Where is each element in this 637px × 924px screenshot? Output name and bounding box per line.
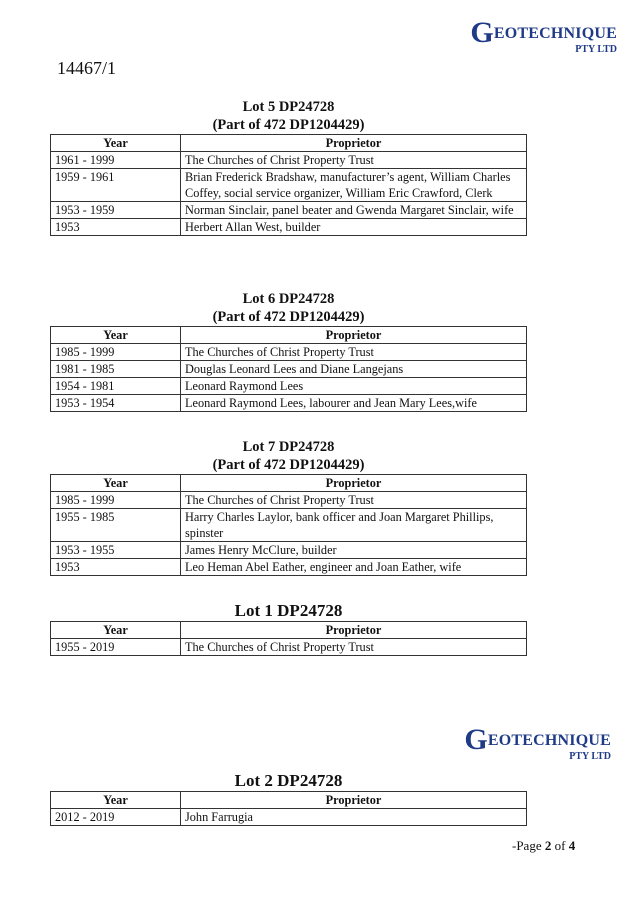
proprietor-header: Proprietor [181, 475, 527, 492]
year-header: Year [51, 622, 181, 639]
year-cell: 1985 - 1999 [51, 344, 181, 361]
year-header: Year [51, 792, 181, 809]
proprietor-cell: The Churches of Christ Property Trust [181, 639, 527, 656]
proprietor-cell: John Farrugia [181, 809, 527, 826]
year-cell: 1954 - 1981 [51, 378, 181, 395]
table-row [51, 542, 527, 559]
lot-subtitle: (Part of 472 DP1204429) [212, 457, 365, 473]
proprietor-table [50, 326, 527, 412]
table-row [51, 361, 527, 378]
lot-title: Lot 2 DP24728 [234, 771, 343, 790]
lot-title: Lot 1 DP24728 [234, 601, 343, 620]
proprietor-cell: Leonard Raymond Lees, labourer and Jean Mary Lees,wife [181, 395, 527, 412]
lot-2-section [50, 771, 527, 826]
lot-5-section [50, 98, 527, 236]
year-header: Year [51, 135, 181, 152]
lot-title: Lot 6 DP24728 [242, 291, 335, 307]
table-row [51, 202, 527, 219]
table-row [51, 559, 527, 576]
table-header-row [51, 327, 527, 344]
proprietor-cell: The Churches of Christ Property Trust [181, 152, 527, 169]
proprietor-table [50, 791, 527, 826]
proprietor-cell: The Churches of Christ Property Trust [181, 344, 527, 361]
table-header-row [51, 475, 527, 492]
proprietor-cell: Norman Sinclair, panel beater and Gwenda Margaret Sinclair, wife [181, 202, 527, 219]
year-header: Year [51, 327, 181, 344]
table-row [51, 395, 527, 412]
proprietor-table [50, 134, 527, 236]
table-row [51, 219, 527, 236]
lot-1-section [50, 601, 527, 656]
year-header: Year [51, 475, 181, 492]
proprietor-cell: The Churches of Christ Property Trust [181, 492, 527, 509]
proprietor-cell: Douglas Leonard Lees and Diane Langejans [181, 361, 527, 378]
year-cell: 1981 - 1985 [51, 361, 181, 378]
year-cell: 1955 - 2019 [51, 639, 181, 656]
year-cell: 1959 - 1961 [51, 169, 181, 202]
document-reference: 14467/1 [57, 58, 117, 78]
proprietor-cell: Harry Charles Laylor, bank officer and Joan Margaret Phillips, spinster [181, 509, 527, 542]
table-row [51, 809, 527, 826]
lot-7-section [50, 438, 527, 576]
lot-subtitle: (Part of 472 DP1204429) [212, 309, 365, 325]
table-row [51, 639, 527, 656]
proprietor-header: Proprietor [181, 327, 527, 344]
table-header-row [51, 622, 527, 639]
company-logo-top: GEOTECHNIQUE PTY LTD [470, 16, 617, 55]
proprietor-cell: Herbert Allan West, builder [181, 219, 527, 236]
table-row [51, 378, 527, 395]
proprietor-cell: Leo Heman Abel Eather, engineer and Joan Eather, wife [181, 559, 527, 576]
proprietor-header: Proprietor [181, 792, 527, 809]
proprietor-header: Proprietor [181, 135, 527, 152]
table-header-row [51, 135, 527, 152]
table-row [51, 169, 527, 202]
year-cell: 1953 [51, 219, 181, 236]
year-cell: 1953 - 1954 [51, 395, 181, 412]
lot-title: Lot 5 DP24728 [242, 99, 335, 115]
year-cell: 1953 - 1955 [51, 542, 181, 559]
table-row [51, 152, 527, 169]
proprietor-cell: Leonard Raymond Lees [181, 378, 527, 395]
lot-subtitle: (Part of 472 DP1204429) [212, 117, 365, 133]
proprietor-header: Proprietor [181, 622, 527, 639]
table-row [51, 492, 527, 509]
lot-6-section [50, 290, 527, 412]
proprietor-table [50, 621, 527, 656]
table-header-row [51, 792, 527, 809]
proprietor-cell: James Henry McClure, builder [181, 542, 527, 559]
year-cell: 1953 - 1959 [51, 202, 181, 219]
proprietor-cell: Brian Frederick Bradshaw, manufacturer’s agent, William Charles Coffey, social service organizer, William Eric Crawford, Clerk [181, 169, 527, 202]
year-cell: 2012 - 2019 [51, 809, 181, 826]
table-row [51, 344, 527, 361]
year-cell: 1953 [51, 559, 181, 576]
table-row [51, 509, 527, 542]
year-cell: 1985 - 1999 [51, 492, 181, 509]
year-cell: 1961 - 1999 [51, 152, 181, 169]
company-logo-bottom: GEOTECHNIQUE PTY LTD [464, 723, 611, 762]
page-number: -Page 2 of 4 [512, 838, 576, 853]
year-cell: 1955 - 1985 [51, 509, 181, 542]
lot-title: Lot 7 DP24728 [242, 439, 335, 455]
proprietor-table [50, 474, 527, 576]
